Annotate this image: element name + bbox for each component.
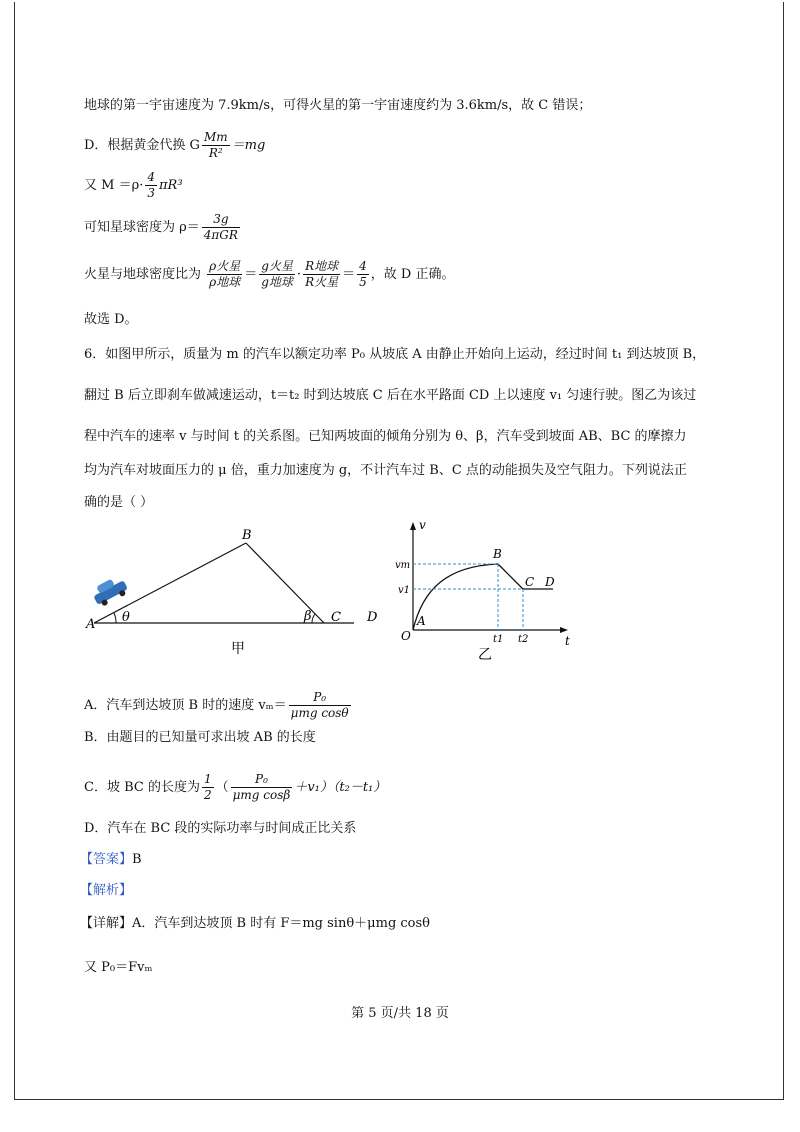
question-line-5: 确的是（ ） [84, 495, 154, 510]
text-line-5: 火星与地球密度比为 $\frac{\text{ρ火星}}{\text{ρ地球}}$ ＝ $\frac{\text{g火星}}{\text{g地球}}$ · $\frac{\text{R地球}}{\text{R火星}}$ ＝ $\frac{4}{5}$ ，故 D 正确。 [84, 259, 455, 289]
detail-line: 【详解】A．汽车到达坡顶 B 时有 F＝mg sinθ＋μmg cosθ [80, 916, 431, 931]
label-b: B [242, 528, 252, 543]
analysis-tag: 【解析】 [80, 883, 133, 898]
option-a [84, 690, 353, 721]
beta-arc [312, 614, 315, 623]
label-t1: t1 [493, 634, 504, 645]
frac-den: R火星 [305, 275, 339, 289]
label-vm: vm [395, 560, 411, 571]
fraction-rho-ratio [207, 259, 242, 290]
caption-yi: 乙 [478, 647, 492, 663]
option-c-label: C．坡 BC 的长度为 [84, 780, 200, 795]
line-bc [498, 564, 523, 589]
label-c: C [331, 610, 341, 625]
fraction-option-a [289, 690, 351, 721]
fraction-mm-r2 [202, 130, 230, 161]
label-a: A [86, 617, 96, 632]
option-b: B．由题目的已知量可求出坡 AB 的长度 [84, 730, 316, 745]
fraction-density [202, 212, 240, 243]
fraction-4-5 [357, 259, 369, 290]
frac-num: ρ火星 [209, 259, 241, 273]
text-line-6: 故选 D。 [84, 312, 138, 327]
curve-ab [413, 564, 498, 630]
text-span: 又 M ＝ρ· [84, 178, 144, 193]
frac-num: g火星 [261, 259, 293, 273]
frac-den: 3 [147, 186, 155, 200]
frac-num: 4 [147, 170, 155, 184]
fraction-option-c [231, 772, 293, 803]
label-t: t [565, 634, 570, 648]
frac-den: μmg cosθ [290, 706, 349, 720]
text-line-2 [84, 130, 265, 161]
text-span: ＝mg [231, 138, 266, 153]
frac-den: 5 [359, 275, 367, 289]
text-span: ，故 D 正确。 [370, 267, 455, 282]
slope-bc [246, 543, 324, 623]
option-d: D．汽车在 BC 段的实际功率与时间成正比关系 [84, 821, 357, 836]
text-line-1: 地球的第一宇宙速度为 7.9km/s，可得火星的第一宇宙速度约为 3.6km/s，故 C 错误； [84, 98, 592, 113]
analysis-line [80, 882, 132, 900]
text-span: πR³ [159, 178, 183, 193]
answer-value: B [132, 852, 142, 867]
theta-arc [114, 613, 116, 623]
fraction-4-3 [145, 170, 157, 201]
answer-tag: 【答案】 [80, 852, 133, 867]
frac-den: R² [208, 146, 223, 160]
label-b: B [493, 547, 502, 561]
frac-num: 1 [203, 772, 212, 786]
figure-yi [393, 518, 583, 663]
figure-jia [84, 525, 384, 660]
fraction-g-ratio [259, 259, 295, 290]
frac-num: Mm [203, 130, 228, 144]
page-footer: 第 5 页/共 18 页 [351, 1006, 449, 1021]
question-line-3: 程中汽车的速率 v 与时间 t 的关系图。已知两坡面的倾角分别为 θ、β，汽车受到坡面 AB、BC 的摩擦力 [84, 429, 687, 444]
frac-den: g地球 [261, 275, 293, 289]
label-theta: θ [122, 610, 130, 625]
frac-den: 4πGR [203, 228, 238, 242]
option-c: C．坡 BC 的长度为 $\frac{1}{2}$ （ $\frac{\text{P₀}}{\text{μmg cosβ}}$ ＋v₁）（t₂－t₁） [84, 772, 387, 802]
question-line-2: 翻过 B 后立即刹车做减速运动，t＝t₂ 时到达坡底 C 后在水平路面 CD 上以速度 v₁ 匀速行驶。图乙为该过 [84, 388, 697, 403]
label-v: v [419, 518, 426, 532]
label-d: D [367, 610, 378, 625]
label-v1: v1 [398, 585, 411, 596]
option-a-label: A．汽车到达坡顶 B 时的速度 vₘ＝ [84, 698, 287, 713]
label-t2: t2 [518, 634, 529, 645]
question-line-1: 6．如图甲所示，质量为 m 的汽车以额定功率 P₀ 从坡底 A 由静止开始向上运动，经过时间 t₁ 到达坡顶 B， [84, 347, 706, 362]
frac-den: ρ地球 [209, 275, 241, 289]
car-icon [90, 574, 130, 609]
text-span: D．根据黄金代换 G [84, 138, 200, 153]
frac-den: 2 [203, 788, 212, 802]
fraction-half [202, 772, 214, 803]
frac-num: R地球 [305, 259, 339, 273]
slope-ab [94, 543, 246, 623]
t-axis-arrow [560, 627, 568, 633]
label-d: D [545, 575, 555, 589]
v-axis-arrow [410, 522, 416, 530]
frac-den: μmg cosβ [232, 788, 291, 802]
question-line-4: 均为汽车对坡面压力的 μ 倍，重力加速度为 g，不计汽车过 B、C 点的动能损失及空气阻力。下列说法正 [84, 463, 687, 478]
frac-num: 4 [359, 259, 367, 273]
fraction-r-ratio [303, 259, 340, 290]
label-o: O [401, 629, 411, 643]
option-c-tail: ＋v₁）（t₂－t₁） [294, 780, 387, 795]
frac-num: P₀ [231, 772, 293, 788]
caption-jia: 甲 [231, 641, 245, 657]
text-line-4 [84, 212, 242, 243]
text-span: 火星与地球密度比为 [84, 267, 202, 282]
label-c: C [525, 575, 535, 589]
frac-num: 3g [202, 212, 240, 228]
text-line-3 [84, 170, 183, 201]
last-line: 又 P₀＝Fvₘ [84, 960, 153, 975]
frac-num: P₀ [289, 690, 351, 706]
text-span: 可知星球密度为 ρ＝ [84, 220, 200, 235]
label-a: A [417, 614, 426, 628]
answer-line [80, 851, 142, 869]
label-beta: β [304, 609, 312, 624]
